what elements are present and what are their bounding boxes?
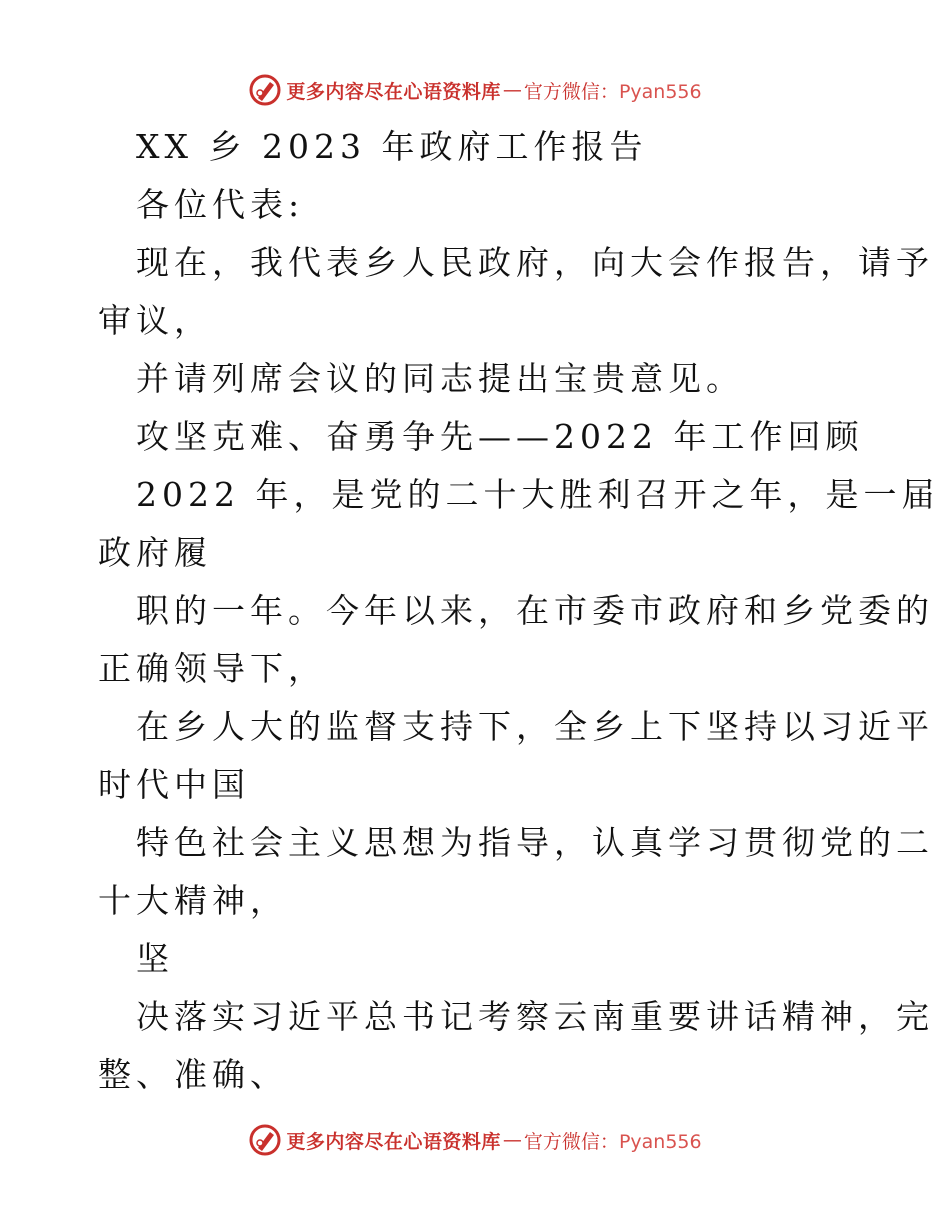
document-line: 并请列席会议的同志提出宝贵意见。 (136, 359, 744, 398)
document-line: 坚 (136, 939, 174, 978)
pen-logo-icon (248, 1123, 282, 1157)
document-line: 特色社会主义思想为指导，认真学习贯彻党的二 (136, 823, 934, 862)
document-line: 整、准确、 (98, 1055, 288, 1094)
document-line: 在乡人大的监督支持下，全乡上下坚持以习近平 (136, 707, 934, 746)
watermark-separator: — (502, 79, 522, 101)
document-line: XX 乡 2023 年政府工作报告 (136, 127, 648, 166)
header-watermark (0, 70, 950, 110)
watermark-separator: — (502, 1129, 522, 1151)
document-line: 各位代表: (136, 185, 305, 224)
watermark-contact-label: 官方微信： (523, 80, 619, 103)
document-line: 审议， (98, 301, 212, 340)
document-line: 正确领导下， (98, 649, 326, 688)
document-line: 现在，我代表乡人民政府，向大会作报告，请予 (136, 243, 934, 282)
document-line: 2022 年，是党的二十大胜利召开之年，是一届 (136, 475, 940, 514)
watermark-site: 更多内容尽在心语资料库 (286, 1130, 501, 1153)
footer-watermark (0, 1120, 950, 1160)
document-body (98, 118, 940, 1104)
watermark-contact (524, 77, 702, 104)
document-line: 政府履 (98, 533, 212, 572)
watermark-contact-handle: Pyan556 (618, 1130, 702, 1153)
watermark-contact (524, 1127, 702, 1154)
watermark-site: 更多内容尽在心语资料库 (286, 80, 501, 103)
watermark-contact-handle: Pyan556 (618, 80, 702, 103)
document-line: 时代中国 (98, 765, 250, 804)
pen-logo-icon (248, 73, 282, 107)
document-line: 攻坚克难、奋勇争先——2022 年工作回顾 (136, 417, 864, 456)
document-line: 职的一年。今年以来，在市委市政府和乡党委的 (136, 591, 934, 630)
document-line: 决落实习近平总书记考察云南重要讲话精神，完 (136, 997, 934, 1036)
document-line: 十大精神， (98, 881, 288, 920)
watermark-contact-label: 官方微信： (523, 1130, 619, 1153)
